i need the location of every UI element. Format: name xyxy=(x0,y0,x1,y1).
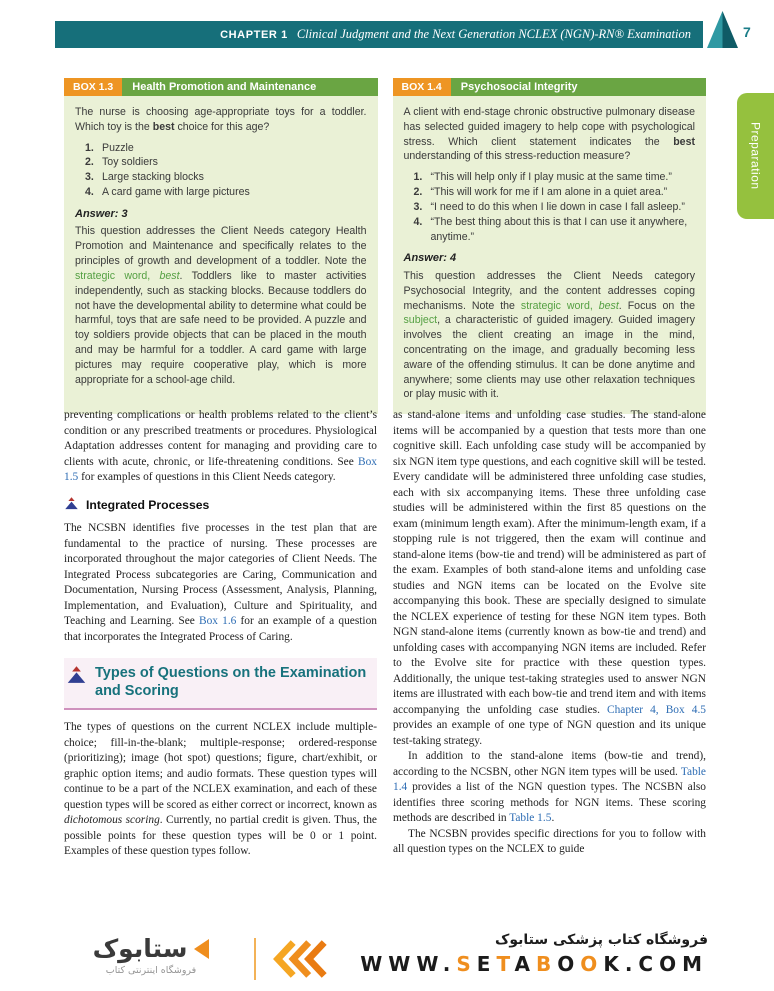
side-tab-preparation[interactable] xyxy=(737,93,774,219)
corner-triangle-icon xyxy=(707,11,738,53)
box-1-3-options xyxy=(85,141,367,200)
integrated-processes-heading xyxy=(64,497,377,516)
text-segment: provides an example of one type of NGN question and its unique test-taking strategy. xyxy=(393,719,706,747)
text-segment: The NCSBN provides specific directions for you to follow with all question types on the NCLEX to guide xyxy=(393,827,706,855)
answer-option: 3. “I need to do this when I lie down in case I fall asleep.” xyxy=(413,200,685,213)
box-1-3 xyxy=(64,78,378,414)
answer-option: 1. Puzzle xyxy=(85,141,134,154)
question-types-paragraph xyxy=(64,720,377,860)
chapter-title: Clinical Judgment and the Next Generation NCLEX (NGN)-RN® Examination xyxy=(296,27,691,41)
text-segment: understanding of this stress-reduction measure? xyxy=(403,150,631,163)
footer xyxy=(0,929,774,991)
integrated-processes-paragraph xyxy=(64,521,377,645)
text-segment: The nurse is choosing age-appropriate toys for a toddler. Which toy is the xyxy=(75,106,367,133)
store-title: فروشگاه کتاب پزشکی ستابوک xyxy=(495,932,708,948)
box-1-4-question xyxy=(404,105,696,164)
side-tab-label: Preparation xyxy=(748,122,763,190)
text-segment: provides a list of the NGN question types. The NCSBN also identifies three scoring methods for NGN items. These scoring methods are described in xyxy=(393,781,706,824)
answer-option: 4. “The best thing about this is that I can use it anywhere, anytime.” xyxy=(413,215,688,243)
text-segment: for examples of questions in this Client Needs category. xyxy=(78,471,336,483)
footer-divider xyxy=(254,938,256,980)
url-letter: A xyxy=(514,952,537,976)
text-segment: In addition to the stand-alone items (bow-tie and trend), according to the NCSBN, other NGN item types will be used. xyxy=(393,750,706,778)
types-of-questions-heading xyxy=(64,658,377,710)
chapter-header-bar xyxy=(55,21,703,48)
text-segment: The NCSBN identifies five processes in the test plan that are fundamental to the practice of nursing. These processes are incorporated throughout the major categories of Client Needs. The Integrated Process subcategories are Caring, Communication and Documentation, Nursing Process (Assessment, Analysis, Planning, Implementation, and Evaluation), Culture and Spirituality, and Teaching and Learning. See xyxy=(64,522,377,627)
left-column xyxy=(64,408,377,860)
physiological-adaptation-paragraph xyxy=(64,408,377,486)
page-number: 7 xyxy=(743,24,751,40)
logo-triangle-icon xyxy=(194,939,209,959)
box-1-3-label: BOX 1.3 xyxy=(64,78,122,96)
text-segment: . Toddlers like to master activities independently, such as stacking blocks. Because toddlers do not have the developmental ability to determine what could be harmful, toys that are safe need to be provided. A puzzle and toy soldiers provide objects that can be placed in the mouth and may be harmful for a toddler. A card game with large pictures may require cooperative play, which is more appropriate for a school-age child. xyxy=(75,269,367,386)
strategic-word-highlight: strategic word, xyxy=(75,269,160,282)
setabook-logo xyxy=(60,934,242,976)
strategic-word-highlight: strategic word, xyxy=(520,299,599,312)
box-1-4-body xyxy=(393,96,707,414)
text-segment: as stand-alone items and unfolding case studies. The stand-alone items will be accompanied by a question that tests more than one cognitive skill. Each unfolding case study will be accompanied by six NGN item type questions, and each cognitive skill will be tested. Every candidate will be administered three unfolding case studies, each with six accompanying items. These three unfolding case studies will be administered within the first 85 questions on the exam (minimum length exam). After the minimum-length exam, if a stopping rule is not triggered, then the exam will continue and stand-alone items (bow-tie and trend) will be administered as part of the exam. Examples of both stand-alone items and unfolding case studies and NGN items can be located on the Evolve site accompanying this book. These are specially designed to simulate the NCLEX experience of testing for these NGN item types. Both NGN stand-alone items (currently known as bow-tie and trend) and unfolding cases with accompanying NGN items are included. Refer to the Evolve site for practice with these question types. Additionally, the unique test-taking strategies used to answer NGN items are illustrated with each bow-tie and trend item and with items accompanying the unfolding case studies. xyxy=(393,409,706,716)
logo-row xyxy=(60,934,242,963)
url-letter: WWW. xyxy=(360,952,457,976)
table-1-5-link[interactable]: Table 1.5 xyxy=(509,812,552,824)
url-letter: .COM xyxy=(624,952,708,976)
box-1-3-header xyxy=(64,78,378,96)
question-boxes xyxy=(64,78,706,414)
right-column xyxy=(393,408,706,860)
text-segment: . Focus on the xyxy=(618,299,695,312)
box-1-3-question xyxy=(75,105,367,135)
text-segment: This question addresses the Client Needs category Health Promotion and Maintenance and specifically relates to the principles of growth and development of a toddler. Note the xyxy=(75,225,367,268)
strategic-word-highlight: best xyxy=(159,269,180,282)
answer-option: 4. A card game with large pictures xyxy=(85,186,250,199)
box-1-6-link[interactable]: Box 1.6 xyxy=(199,615,237,627)
url-letter: K xyxy=(603,952,625,976)
text-segment: preventing complications or health problems related to the client’s condition or any prescribed treatments or procedures. Physiological Adaptation addresses content for managing and providing care to clients with acute, chronic, or life-threatening conditions. See xyxy=(64,409,377,468)
pyramid-icon xyxy=(66,666,87,690)
integrated-processes-heading-text: Integrated Processes xyxy=(86,498,210,513)
strategic-word-highlight: best xyxy=(598,299,619,312)
pyramid-icon xyxy=(64,497,79,516)
box-1-4-title: Psychosocial Integrity xyxy=(451,78,706,96)
answer-option: 1. “This will help only if I play music at the same time.” xyxy=(413,171,672,184)
box-1-3-title: Health Promotion and Maintenance xyxy=(122,78,377,96)
text-segment: for an example of a question that incorporates the Integrated Process of Caring. xyxy=(64,615,377,643)
table-1-4-link[interactable]: Table 1.4 xyxy=(393,765,706,793)
answer-option: 2. “This will work for me if I am alone in a quiet area.” xyxy=(413,186,668,199)
text-segment: This question addresses the Client Needs category Psychosocial Integrity, and the content addresses coping mechanisms. Note the xyxy=(403,269,695,312)
strategic-word: best xyxy=(152,120,175,133)
box-1-5-link[interactable]: Box 1.5 xyxy=(64,455,377,483)
answer-option: 3. Large stacking blocks xyxy=(85,171,204,184)
box-1-4-header xyxy=(393,78,707,96)
footer-right xyxy=(360,932,708,976)
box-1-4-options xyxy=(414,170,696,244)
text-segment: The types of questions on the current NCLEX include multiple-choice; fill-in-the-blank; multiple-response; ordered-response (prioritizing); image (hot spot) questions; figure, chart/exhibit, or graphic option items; and audio formats. These question types will continue to be a part of the NCLEX examination, and each of these question types will be scored as either correct or incorrect, known as xyxy=(64,721,377,811)
text-segment: . xyxy=(551,812,555,824)
box-1-3-rationale xyxy=(75,224,367,387)
box-1-4 xyxy=(393,78,707,414)
box-1-4-label: BOX 1.4 xyxy=(393,78,451,96)
logo-tagline: فروشگاه اینترنتی کتاب xyxy=(105,965,197,976)
text-segment: A client with end-stage chronic obstructive pulmonary disease has selected guided imagery to help cope with psychological stress. Which client statement indicates the xyxy=(403,106,695,148)
ngn-item-types-paragraph xyxy=(393,749,706,827)
body-columns xyxy=(64,408,706,860)
chapter-4-box-4-5-link[interactable]: Chapter 4, Box 4.5 xyxy=(607,703,706,716)
url-letter: T xyxy=(496,952,515,976)
text-segment: , a characteristic of guided imagery. Guided imagery involves the client creating an image in the mind, concentrating on the image, and gradually becoming less aware of the offending stimulus. It can be done anytime and anywhere; some clients may use other relaxation techniques or play music with it. xyxy=(403,314,695,401)
ncsbn-directions-paragraph xyxy=(393,827,706,858)
text-segment: choice for this age? xyxy=(174,120,270,133)
dichotomous-scoring-term: dichotomous scoring xyxy=(64,814,160,827)
chapter-label: CHAPTER 1 xyxy=(220,28,288,41)
url-letter: S xyxy=(456,952,477,976)
strategic-word: best xyxy=(673,135,695,148)
url-letter: B xyxy=(536,952,558,976)
box-1-3-answer: Answer: 3 xyxy=(75,207,128,220)
url-letter: O xyxy=(580,952,604,976)
types-of-questions-heading-text: Types of Questions on the Examination and Scoring xyxy=(95,665,367,700)
ngn-items-paragraph xyxy=(393,408,706,749)
answer-option: 2. Toy soldiers xyxy=(85,156,158,169)
subject-highlight: subject xyxy=(403,314,438,327)
url-letter: E xyxy=(476,952,497,976)
url-letter: O xyxy=(557,952,581,976)
box-1-4-rationale xyxy=(404,269,696,402)
text-segment: . Currently, no partial credit is given. Thus, the possible points for these question types will be 0 or 1 point. Examples of these question types follow. xyxy=(64,814,377,858)
footer-url[interactable] xyxy=(360,952,708,976)
box-1-3-body xyxy=(64,96,378,414)
logo-text: ستابوک xyxy=(92,934,188,963)
box-1-4-answer: Answer: 4 xyxy=(403,252,457,265)
chevrons-logo-icon xyxy=(268,937,330,986)
